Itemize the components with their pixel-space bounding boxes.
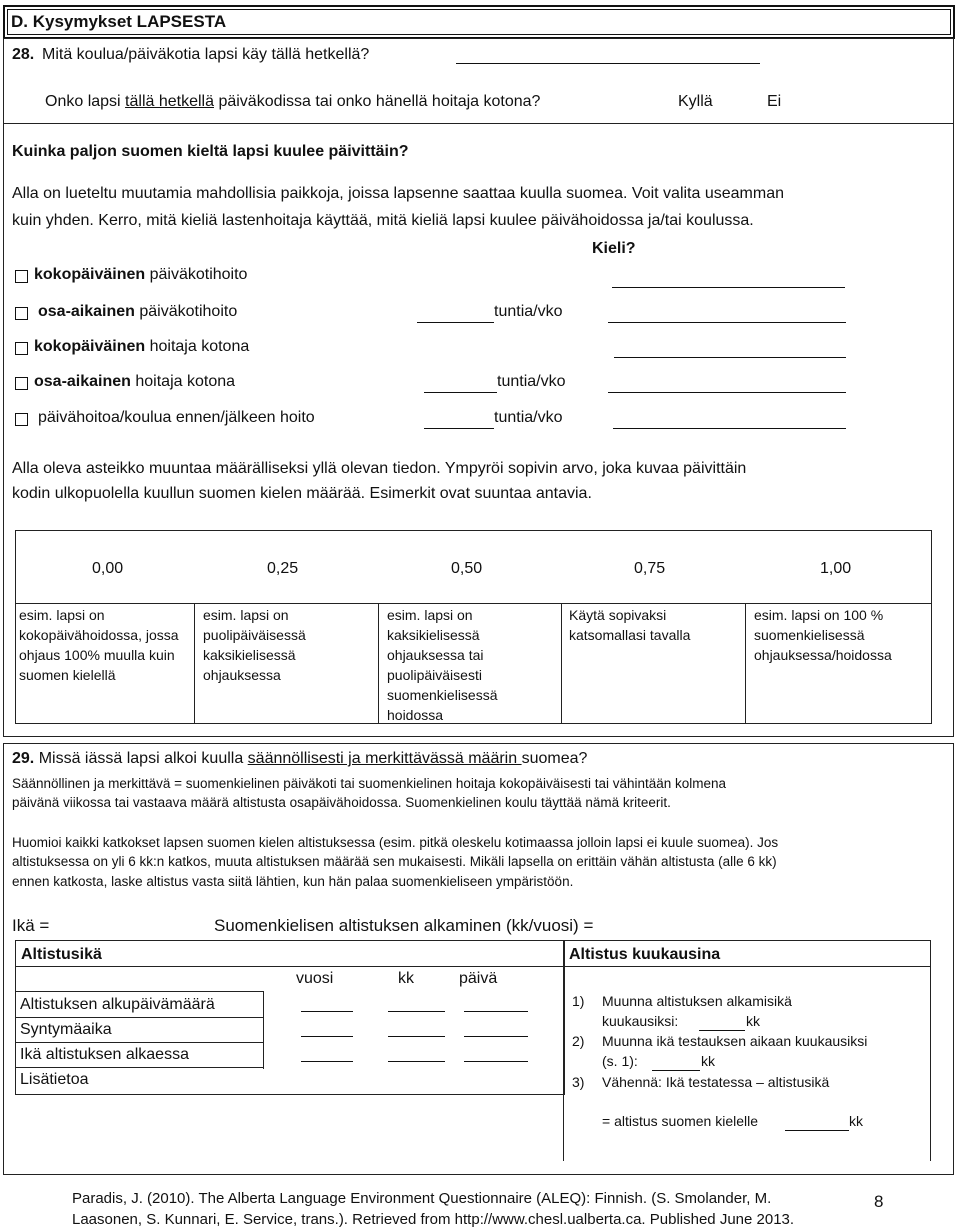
exposure-age-title: Altistusikä bbox=[21, 946, 102, 963]
exposure-start-label: Suomenkielisen altistuksen alkaminen (kk/vuosi) = bbox=[214, 916, 594, 935]
month-input-line[interactable] bbox=[388, 1036, 445, 1037]
amount-intro-line2: kuin yhden. Kerro, mitä kieliä lastenhoitaja käyttää, mitä kieliä lapsi kuulee päivähoidossa ja/tai koulussa. bbox=[12, 212, 754, 229]
scale-description: esim. lapsi on 100 % suomenkielisessä ohjauksessa/hoidossa bbox=[754, 607, 892, 663]
day-input-line[interactable] bbox=[464, 1011, 528, 1012]
amount-intro-line1: Alla on lueteltu muutamia mahdollisia paikkoja, joissa lapsenne saattaa kuulla suomea. Voit valita useamman bbox=[12, 185, 784, 202]
step-number: 1) bbox=[572, 993, 585, 1009]
scale-column-divider bbox=[378, 603, 379, 723]
step-number: 2) bbox=[572, 1033, 585, 1049]
scale-column-divider bbox=[194, 603, 195, 723]
scale-description: Käytä sopivaksi katsomallasi tavalla bbox=[569, 607, 691, 643]
hours-answer-line[interactable] bbox=[424, 392, 497, 393]
q29-question-pre: Missä iässä lapsi alkoi kuulla bbox=[34, 750, 248, 767]
q29-note-line1: Huomioi kaikki katkokset lapsen suomen kielen altistuksessa (esim. pitkä oleskelu kotimaassa jolloin lapsi ei kuule suomea). Jos bbox=[12, 835, 779, 850]
scale-value-row bbox=[16, 531, 931, 604]
scale-description: esim. lapsi on puolipäiväisessä kaksikielisessä ohjauksessa bbox=[203, 607, 306, 683]
step1-unit: kk bbox=[746, 1013, 760, 1029]
scale-value[interactable]: 0,50 bbox=[451, 560, 483, 577]
result-months-input[interactable] bbox=[785, 1130, 849, 1131]
scale-column-divider bbox=[561, 603, 562, 723]
hours-answer-line[interactable] bbox=[424, 428, 494, 429]
language-answer-line[interactable] bbox=[612, 287, 845, 288]
language-answer-line[interactable] bbox=[614, 357, 846, 358]
column-header-month: kk bbox=[398, 970, 414, 987]
step2-unit: kk bbox=[701, 1053, 715, 1069]
q29-question-post: suomea? bbox=[521, 750, 588, 767]
option-label: osa-aikainen hoitaja kotona bbox=[34, 373, 236, 390]
result-label: = altistus suomen kielelle bbox=[602, 1113, 759, 1129]
step1-text-line2: kuukausiksi: bbox=[602, 1013, 679, 1029]
q29-note-line2: altistuksessa on yli 6 kk:n katkos, muuta altistuksen määrää sen mukaisesti. Mikäli lapsella on erittäin vähän altistusta (alle 6 kk) bbox=[12, 854, 777, 869]
option-checkbox[interactable] bbox=[15, 377, 28, 390]
column-header-year: vuosi bbox=[296, 970, 334, 987]
exposure-months-title: Altistus kuukausina bbox=[569, 946, 721, 963]
scale-intro-line2: kodin ulkopuolella kuullun suomen kielen määrää. Esimerkit ovat suuntaa antavia. bbox=[12, 485, 592, 502]
section-header-box bbox=[3, 5, 955, 39]
q28-subquestion bbox=[45, 93, 540, 111]
section-title: D. Kysymykset LAPSESTA bbox=[11, 12, 227, 31]
language-column-header: Kieli? bbox=[592, 240, 636, 257]
option-checkbox[interactable] bbox=[15, 413, 28, 426]
page-number: 8 bbox=[874, 1192, 884, 1211]
language-answer-line[interactable] bbox=[613, 428, 846, 429]
scale-intro-line1: Alla oleva asteikko muuntaa määrälliseksi yllä olevan tiedon. Ympyröi sopivin arvo, joka kuvaa päivittäin bbox=[12, 460, 747, 477]
year-input-line[interactable] bbox=[301, 1036, 353, 1037]
step2-months-input[interactable] bbox=[652, 1070, 700, 1071]
exposure-row-label: Altistuksen alkupäivämäärä bbox=[20, 996, 215, 1013]
scale-column-divider bbox=[745, 603, 746, 723]
option-checkbox[interactable] bbox=[15, 307, 28, 320]
q28-sub-post: päiväkodissa tai onko hänellä hoitaja kotona? bbox=[214, 93, 541, 110]
scale-description: esim. lapsi on kokopäivähoidossa, jossa ohjaus 100% muulla kuin suomen kielellä bbox=[19, 607, 179, 683]
step2-text-line2: (s. 1): bbox=[602, 1053, 638, 1069]
option-label: osa-aikainen päiväkotihoito bbox=[38, 303, 238, 320]
month-input-line[interactable] bbox=[388, 1011, 445, 1012]
hours-answer-line[interactable] bbox=[417, 322, 494, 323]
day-input-line[interactable] bbox=[464, 1036, 528, 1037]
scale-value[interactable]: 0,75 bbox=[634, 560, 666, 577]
scale-description: esim. lapsi on kaksikielisessä ohjauksessa tai puolipäiväisesti suomenkielisessä hoidossa bbox=[387, 607, 498, 723]
option-label: kokopäiväinen päiväkotihoito bbox=[34, 266, 248, 283]
exposure-months-box bbox=[563, 940, 931, 1161]
hours-unit: tuntia/vko bbox=[494, 409, 563, 426]
q28-no-option[interactable]: Ei bbox=[767, 93, 782, 110]
hours-unit: tuntia/vko bbox=[497, 373, 566, 390]
amount-heading: Kuinka paljon suomen kieltä lapsi kuulee päivittäin? bbox=[12, 143, 409, 160]
exposure-age-table bbox=[15, 940, 565, 1095]
step-number: 3) bbox=[572, 1074, 585, 1090]
row-divider bbox=[16, 1042, 263, 1043]
q29-definition-line2: päivänä viikossa tai vastaava määrä altistusta osapäivähoidossa. Suomenkielinen koulu täyttää nämä kriteerit. bbox=[12, 795, 671, 810]
language-answer-line[interactable] bbox=[608, 322, 846, 323]
option-label: päivähoitoa/koulua ennen/jälkeen hoito bbox=[38, 409, 315, 426]
q28-number: 28. bbox=[12, 46, 35, 63]
option-checkbox[interactable] bbox=[15, 270, 28, 283]
exposure-row-label: Lisätietoa bbox=[20, 1071, 89, 1088]
citation-line1: Paradis, J. (2010). The Alberta Language Environment Questionnaire (ALEQ): Finnish. (S. Smolander, M. bbox=[72, 1190, 772, 1207]
months-header-divider bbox=[564, 966, 930, 967]
q28-yes-option[interactable]: Kyllä bbox=[678, 93, 713, 110]
hours-unit: tuntia/vko bbox=[494, 303, 563, 320]
row-divider bbox=[16, 1017, 263, 1018]
q29-question-underlined: säännöllisesti ja merkittävässä määrin bbox=[247, 750, 522, 767]
q28-sub-pre: Onko lapsi bbox=[45, 93, 126, 110]
month-input-line[interactable] bbox=[388, 1061, 445, 1062]
citation-line2: Laasonen, S. Kunnari, E. Service, trans.). Retrieved from http://www.chesl.ualberta.ca. Published June 2013. bbox=[72, 1211, 795, 1228]
q29-definition-line1: Säännöllinen ja merkittävä = suomenkielinen päiväkoti tai suomenkielinen hoitaja kokopäiväisesti tai vähintään kolmena bbox=[12, 776, 727, 791]
scale-value[interactable]: 0,25 bbox=[267, 560, 299, 577]
year-input-line[interactable] bbox=[301, 1061, 353, 1062]
result-unit: kk bbox=[849, 1113, 863, 1129]
q28-sub-underlined: tällä hetkellä bbox=[125, 93, 214, 110]
year-input-line[interactable] bbox=[301, 1011, 353, 1012]
option-checkbox[interactable] bbox=[15, 342, 28, 355]
exposure-row-label: Ikä altistuksen alkaessa bbox=[20, 1046, 189, 1063]
scale-table bbox=[15, 530, 932, 724]
q28-answer-line[interactable] bbox=[456, 63, 760, 64]
step2-text: Muunna ikä testauksen aikaan kuukausiksi bbox=[602, 1033, 868, 1049]
exposure-row-label: Syntymäaika bbox=[20, 1021, 112, 1038]
step3-text: Vähennä: Ikä testatessa – altistusikä bbox=[602, 1074, 830, 1090]
row-divider bbox=[16, 1067, 263, 1068]
q29-note-line3: ennen katkosta, laske altistus vasta siitä lähtien, kun hän palaa suomenkieliseen ympäristöön. bbox=[12, 874, 574, 889]
q28-question: Mitä koulua/päiväkotia lapsi käy tällä hetkellä? bbox=[42, 46, 370, 63]
option-label: kokopäiväinen hoitaja kotona bbox=[34, 338, 250, 355]
exposure-header-divider bbox=[16, 966, 564, 967]
scale-value[interactable]: 1,00 bbox=[820, 560, 852, 577]
column-header-day: päivä bbox=[459, 970, 498, 987]
age-label: Ikä = bbox=[12, 916, 50, 935]
step1-months-input[interactable] bbox=[699, 1030, 745, 1031]
q29-question bbox=[12, 750, 587, 768]
step1-text: Muunna altistuksen alkamisikä bbox=[602, 993, 792, 1009]
day-input-line[interactable] bbox=[464, 1061, 528, 1062]
language-answer-line[interactable] bbox=[608, 392, 846, 393]
scale-value[interactable]: 0,00 bbox=[92, 560, 124, 577]
q29-number: 29. bbox=[12, 750, 35, 767]
